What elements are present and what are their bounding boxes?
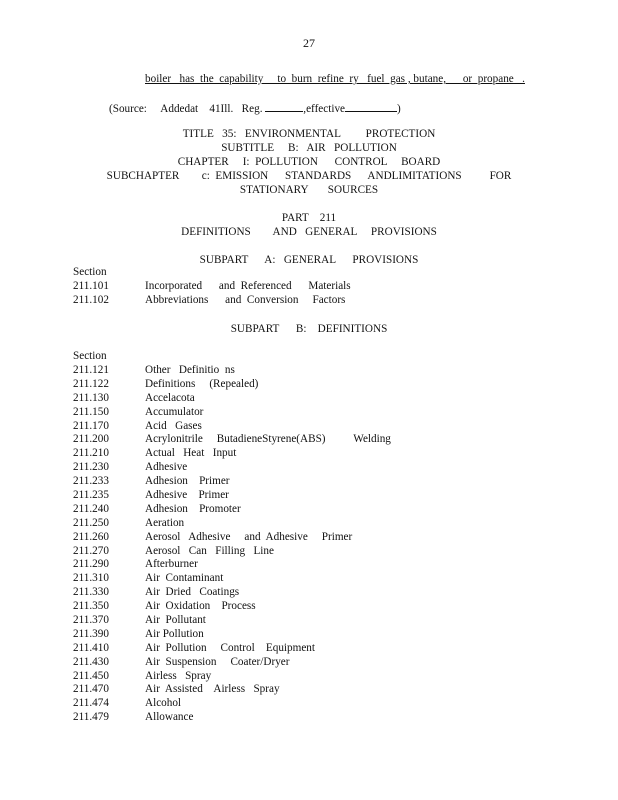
section-title: Afterburner xyxy=(145,558,198,571)
section-number: 211.479 xyxy=(73,711,109,724)
list-item xyxy=(73,503,391,517)
intro-text: boiler has the capability to burn refine ry fuel gas , butane, or propane . xyxy=(145,73,525,85)
section-number: 211.250 xyxy=(73,516,109,529)
page-number: 27 xyxy=(303,36,315,50)
part-number: PART 211 xyxy=(281,212,337,224)
subpart-a-list xyxy=(73,280,351,308)
section-number: 211.350 xyxy=(73,600,109,613)
section-number: 211.235 xyxy=(73,489,109,502)
subchapter-line: SUBCHAPTER c: EMISSION STANDARDS ANDLIMITATIONS FOR xyxy=(106,170,512,182)
section-number: 211.130 xyxy=(73,391,109,404)
list-item xyxy=(73,697,391,711)
list-item xyxy=(73,586,391,600)
section-number: 211.450 xyxy=(73,669,109,682)
section-title: Other Definitio ns xyxy=(145,364,235,376)
section-title: Adhesion Promoter xyxy=(145,502,241,515)
subpart-a-heading xyxy=(0,253,618,267)
section-title: Air Pollution xyxy=(145,627,204,640)
section-number: 211.260 xyxy=(73,530,109,543)
section-number: 211.101 xyxy=(73,280,109,292)
list-item xyxy=(73,572,391,586)
section-label-a: Section xyxy=(73,266,107,278)
section-title: Allowance xyxy=(145,711,194,724)
section-number: 211.270 xyxy=(73,544,109,557)
list-item xyxy=(73,294,351,308)
source-prefix: (Source: Addedat 41Ill. Reg. xyxy=(109,103,263,115)
list-item xyxy=(73,531,391,545)
section-title: Abbreviations and Conversion Factors xyxy=(145,293,346,306)
reg-blank xyxy=(265,101,303,112)
list-item xyxy=(73,461,391,475)
section-number: 211.122 xyxy=(73,377,109,390)
section-title: Air Contaminant xyxy=(145,572,224,585)
section-number: 211.102 xyxy=(73,293,109,306)
list-item xyxy=(73,642,391,656)
section-number: 211.121 xyxy=(73,364,109,376)
section-number: 211.470 xyxy=(73,683,109,696)
section-number: 211.430 xyxy=(73,655,109,668)
section-title: Accumulator xyxy=(145,405,204,418)
title-line: TITLE 35: ENVIRONMENTAL PROTECTION xyxy=(182,128,436,140)
section-title: Air Pollutant xyxy=(145,614,206,627)
subpart-b-title: SUBPART B: DEFINITIONS xyxy=(230,323,388,335)
section-title: Aeration xyxy=(145,516,185,529)
list-item xyxy=(73,683,391,697)
section-title: Acid Gases xyxy=(145,419,202,432)
subpart-b-heading xyxy=(0,322,618,336)
section-title: Accelacota xyxy=(145,391,195,404)
list-item xyxy=(73,433,391,447)
section-title: Adhesive Primer xyxy=(145,489,229,502)
subchapter-line-2: STATIONARY SOURCES xyxy=(239,184,379,196)
section-title: Aerosol Can Filling Line xyxy=(145,544,274,557)
section-number: 211.370 xyxy=(73,614,109,627)
list-item xyxy=(73,364,391,378)
list-item xyxy=(73,711,391,725)
list-item xyxy=(73,656,391,670)
section-title: Actual Heat Input xyxy=(145,447,237,460)
section-title: Air Assisted Airless Spray xyxy=(145,683,280,696)
list-item xyxy=(73,406,391,420)
source-effective: ,effective xyxy=(303,103,346,115)
list-item xyxy=(73,670,391,684)
section-number: 211.410 xyxy=(73,641,109,654)
list-item xyxy=(73,517,391,531)
section-title: Airless Spray xyxy=(145,669,212,682)
chapter-line: CHAPTER I: POLLUTION CONTROL BOARD xyxy=(177,156,441,168)
section-title: Air Pollution Control Equipment xyxy=(145,641,315,654)
section-number: 211.240 xyxy=(73,502,109,515)
list-item xyxy=(73,420,391,434)
list-item xyxy=(73,392,391,406)
section-number: 211.290 xyxy=(73,558,109,571)
part-block xyxy=(0,211,618,239)
list-item xyxy=(73,545,391,559)
section-number: 211.210 xyxy=(73,447,109,460)
section-title: Aerosol Adhesive and Adhesive Primer xyxy=(145,530,353,543)
list-item xyxy=(73,475,391,489)
list-item xyxy=(73,447,391,461)
list-item xyxy=(73,614,391,628)
list-item xyxy=(73,558,391,572)
section-number: 211.170 xyxy=(73,419,109,432)
list-item xyxy=(73,378,391,392)
section-title: Incorporated and Referenced Materials xyxy=(145,280,351,292)
section-title: Air Suspension Coater/Dryer xyxy=(145,655,290,668)
effective-blank xyxy=(345,101,397,112)
section-title: Air Dried Coatings xyxy=(145,586,240,599)
section-number: 211.390 xyxy=(73,627,109,640)
list-item xyxy=(73,628,391,642)
section-title: Acrylonitrile ButadieneStyrene(ABS) Welding xyxy=(145,433,391,446)
section-title: Definitions (Repealed) xyxy=(145,377,259,390)
source-note xyxy=(109,101,401,115)
subpart-a-title: SUBPART A: GENERAL PROVISIONS xyxy=(199,254,419,266)
section-label-b: Section xyxy=(73,350,107,362)
section-title: Adhesive xyxy=(145,461,188,474)
section-title: Alcohol xyxy=(145,697,182,710)
subtitle-line: SUBTITLE B: AIR POLLUTION xyxy=(221,142,397,154)
subpart-b-list xyxy=(73,364,391,725)
section-number: 211.474 xyxy=(73,697,109,710)
part-title: DEFINITIONS AND GENERAL PROVISIONS xyxy=(181,226,437,238)
list-item xyxy=(73,600,391,614)
source-suffix: ) xyxy=(397,103,401,115)
list-item xyxy=(73,280,351,294)
section-title: Adhesion Primer xyxy=(145,475,230,488)
title-block xyxy=(0,127,618,197)
section-number: 211.330 xyxy=(73,586,109,599)
section-number: 211.200 xyxy=(73,433,109,446)
section-title: Air Oxidation Process xyxy=(145,600,256,613)
list-item xyxy=(73,489,391,503)
section-number: 211.150 xyxy=(73,405,109,418)
section-number: 211.233 xyxy=(73,475,109,488)
section-number: 211.230 xyxy=(73,461,109,474)
section-number: 211.310 xyxy=(73,572,109,585)
